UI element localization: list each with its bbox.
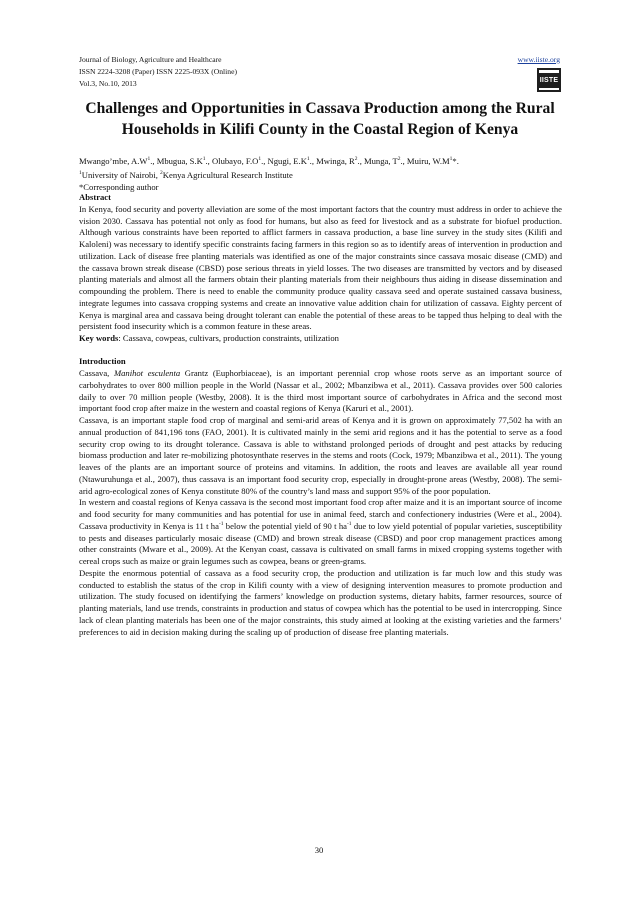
paper-title: Challenges and Opportunities in Cassava Production among the Rural Households in Kilifi County in the Coastal Region of Kenya [85,100,555,138]
corresponding-author: *Corresponding author [79,181,159,192]
journal-header [79,54,560,90]
journal-name: Journal of Biology, Agriculture and Healthcare [79,55,222,64]
keywords: Key words: Cassava, cowpeas, cultivars, production constraints, utilization [79,333,339,343]
abstract-text: In Kenya, food security and poverty alleviation are some of the most important factors that the country must address in order to achieve the vision 2030. Cassava has potential not only as food for humans, but also as feed for livestock and as a substrate for biofuel production. Although various constraints have been reported to afflict farmers in cassava production, a base line survey in the study sites (Kilifi and Kaloleni) was necessary to identify specific constraints facing farmers in this region so as to identify areas of intervention in production and utilization. Lack of disease free planting materials was identified as one of the major constraints since cassava mosaic disease (CMD) and the cassava brown streak disease (CBSD) pose serious threats in yield losses. The two diseases are transmitted by vectors and by diseased planting materials and almost all the farmers obtain their planting materials from their neighbours thus aiding in disease dissemination and compounding the problem. There is need to enable the community produce quality cassava seed and operate sustained cassava business, integrate legumes into cassava cropping systems and create an innovative value addition chain for utilization of cassava. Eighty percent of Kenya is marginal area and cassava being drought tolerant can enable the potential of these areas to be tapped thus helping to deal with the persistent food insecurity which is a common feature in these areas. [79,203,562,332]
author-block [79,153,564,193]
introduction-heading: Introduction [79,356,126,367]
paper-body [79,192,562,638]
intro-paragraph-4: Despite the enormous potential of cassava as a food security crop, the production and utilization is far much low and this study was conducted to establish the status of the crop in Kilifi county with a view of designing intervention measures to promote production and utilization. The study focused on identifying the farmers’ knowledge on production systems, dietary habits, farmer resources, source of planting materials, land use trends, constraints in production and status of cowpea which has the potential to be used in intercropping. Since lack of clean planting materials has been one of the major constraints, this study aimed at looking at the existing varieties and the farmers’ preferences to aid in decision making during the scaling up of production of disease free planting materials. [79,567,562,637]
abstract-heading: Abstract [79,192,111,202]
intro-paragraph-2: Cassava, is an important staple food crop of marginal and semi-arid areas of Kenya and it is grown on approximately 77,502 ha with an annual production of 841,196 tons (FAO, 2001). It is cultivated mainly in the semi arid regions and it has the potential to serve as a food security crop owing to its drought tolerance. Cassava is able to withstand prolonged periods of drought and pest attacks by reducing biomass production and later re-mobilizing photosynthate reserves in the stems and roots (Cock, 1979; Mbanzibwa et al., 2011). The young leaves of the plants are an important source of proteins and vitamins. In addition, the roots and leaves are available all year round (Ntawuruhunga et al., 2007), thus cassava is an important food security crop, especially in drought-prone areas (Westby, 2008). The semi-arid agro-ecological zones of Kenya constitute 80% of the country’s land mass and support 95% of the poor population. [79,415,562,496]
journal-volume: Vol.3, No.10, 2013 [79,79,137,88]
journal-url-link[interactable]: www.iiste.org [517,55,560,64]
intro-paragraph-1: Cassava, Manihot esculenta Grantz (Euphorbiaceae), is an important perennial crop whose roots serve as an important source of carbohydrates to over 800 million people in the World (Nassar et al., 2002; Mbanzibwa et al., 2011). Cassava provides over 500 calories daily to over 70 million people (Westby, 2008). It is the third most important source of carbohydrates in Africa and the second most important food crop after maize in the western and coastal regions of Kenya (Karuri et al., 2001). [79,368,562,414]
logo-text: IISTE [539,76,559,84]
journal-issn: ISSN 2224-3208 (Paper) ISSN 2225-093X (Online) [79,67,237,76]
author-list: Mwango’mbe, $A.W^1$., Mbugua, $S.K^1$., Olubayo, $F.O^1$., Ngugi, $E.K^1$., Mwinga, $R^2$., Munga, $T^2$., Muiru, $W.M^1*$. [79,155,459,166]
iiste-logo-icon [537,68,561,92]
page-number: 30 [314,845,324,855]
intro-paragraph-3: In western and coastal regions of Kenya cassava is the second most important food crop after maize and it is an important source of income and food security for many communities and has potential for use in animal feed, starch and confectionery industries (Were et al., 2004). Cassava productivity in Kenya is 11 t $ha^{-1}$ below the potential yield of 90 t $ha^{-1}$ due to low yield potential of popular varieties, susceptibility to pests and diseases particularly mosaic disease (CMD) and brown streak disease (CBSD) and poor crop management practices among other constraints (Mware et al., 2009). At the Kenyan coast, cassava is cultivated on small farms in mixed cropping systems together with cereal crops such as maize or grain legumes such as cowpea, beans or green-grams. [79,497,562,566]
affiliations: $^1$University of Nairobi, $^2$Kenya Agricultural Research Institute [79,169,293,180]
